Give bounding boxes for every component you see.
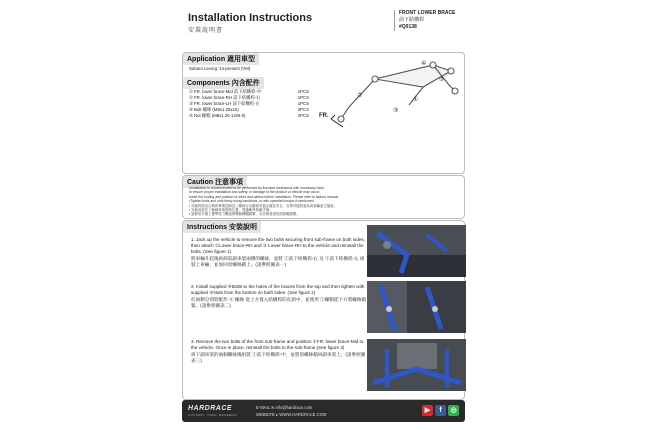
footer — [182, 400, 465, 422]
email-label: E-MAIL — [256, 405, 270, 410]
caution-section — [182, 175, 465, 219]
facebook-icon[interactable]: f — [435, 405, 446, 416]
youtube-icon[interactable]: ▶ — [422, 405, 433, 416]
social-icons — [422, 405, 459, 416]
caution-heading: Caution 注意事項 — [183, 176, 247, 188]
instructions-section — [182, 220, 465, 400]
callout-2: ② — [357, 93, 363, 99]
brand-tagline: AUTO PARTS · TUNING · ENGINEERING — [188, 414, 237, 417]
component-row: ③ FR. lower brace-LH 前下結構桿-左 1PCS — [189, 101, 309, 106]
figure-3-photo — [367, 339, 466, 391]
component-row: ④ Bolt 螺絲 (M8x1.25x16) 2PCS — [189, 107, 309, 112]
product-info — [394, 10, 471, 31]
instructions-heading: Instructions 安裝說明 — [183, 221, 261, 233]
page-subtitle: 安裝說明書 — [188, 28, 224, 34]
application-heading: Application 適用車型 — [183, 53, 259, 65]
callout-1: ① — [413, 97, 419, 103]
caution-text: •Installation is recommended to be performed by licensed mechanics with necessary tools to ensure proper installation and safety, or damage to the product or vehicle may occur. •Note the routing and position of wires and cables before installation. Please refer to factory manual. •Tighten bolts and nuts firmly using handbook, or with specified torque if mentioned. • 安裝時請由合格的專業技師及工廠執行以確保安裝正確及安全，否則可能對產品或車輛產生損害。 • 安裝前請先了解線材與管路位置，建議參考原廠手冊。 • 請使用手冊上標準扭力數值將螺絲螺帽鎖緊，未註明者請依照規範鎖緊。 — [189, 186, 340, 217]
product-name-en: FRONT LOWER BRACE — [399, 10, 456, 16]
component-row: ② FR. lower brace-RH 前下結構桿-右 1PCS — [189, 95, 309, 100]
website-label: WEBSITE — [256, 412, 275, 417]
wechat-icon[interactable]: ◎ — [448, 405, 459, 416]
callout-4: ④ — [421, 61, 427, 67]
component-row: ① FR. lower brace-Mid 前下結構桿-中 1PCS — [189, 89, 309, 94]
website-link[interactable]: WWW.HARDRACE.COM — [279, 412, 327, 417]
contact-info: E-MAIL ✉ info@hardrace.com WEBSITE ▸ WWW.HARDRACE.COM — [256, 405, 327, 417]
direction-label: FR. — [319, 113, 329, 119]
callout-5: ⑤ — [439, 77, 445, 83]
step-2: 2. Install supplied ④Bolts to the holes of the braces from the top and then tighten with supplied ⑤Nuts from the bottom on both sides. (See figure 2) 於兩側分別將配件 ④ 螺絲 從上方置入結構桿的孔洞中，並使用 ⑤螺帽從下方將螺絲鎖緊。(請參照圖表二) — [191, 284, 367, 308]
parts-diagram — [313, 57, 463, 129]
application-section — [182, 52, 465, 174]
step-1: 1. Jack up the vehicle to remove the two bolts securing front sub-frame on both sides, then attach ①Lower brace-RH and ③ Lower brace-RH to the vehicle and reinstall the bolts. (See figure 1) 將車輛升起後拆卸前副車架兩側的螺絲，並將 ②前下結構桿-右 及 ③前下結構桿-左 組裝上車輛，並加回原螺絲鎖上。(請參照圖表一) — [191, 237, 365, 267]
step-3: 3. Remove the two bolts of the front sub-frame and position ①FR. lower brace-Mid to the vehicle. Once in place, reinstall the bolts to the sub-frame.(See figure 3) 拆下副車架的兩個螺絲後組裝 ①前下結構桿-中，並將原螺絲鎖回副車架上。(請參照圖表三) — [191, 339, 366, 363]
instruction-sheet — [178, 8, 467, 422]
components-list — [189, 89, 309, 119]
page-title: Installation Instructions — [188, 12, 313, 24]
components-heading: Components 內含配件 — [183, 77, 264, 89]
part-number: #Q0138 — [399, 24, 417, 30]
vehicle-fitment: Subaru Levorg '14-present (VM) — [189, 66, 251, 71]
component-row: ⑤ Nut 螺帽 (M8x1.25-12x8.5) 2PCS — [189, 113, 309, 118]
figure-1-photo — [367, 225, 466, 277]
product-name-zh: 前下結構桿 — [399, 17, 425, 23]
brand-logo: HARDRACE — [188, 405, 233, 412]
figure-2-photo — [367, 281, 466, 333]
callout-3: ③ — [393, 108, 399, 114]
email-link[interactable]: info@hardrace.com — [275, 405, 313, 410]
